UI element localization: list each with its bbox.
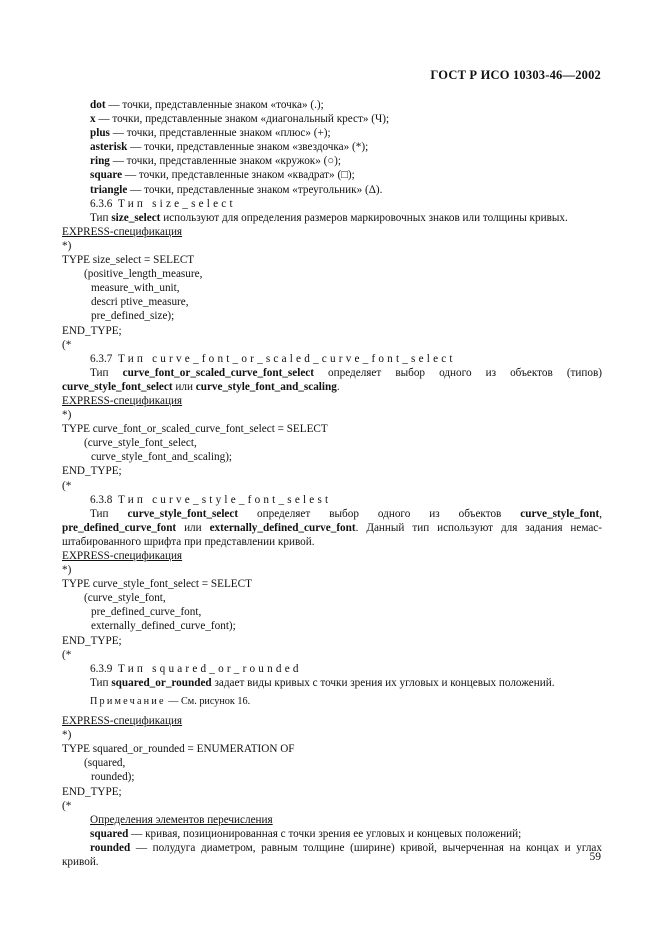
code-line: *)	[62, 239, 72, 252]
code-line: (*	[62, 648, 72, 661]
code-line: TYPE size_select = SELECT	[62, 254, 195, 267]
list-item: ring — точки, представленные знаком «кружок» (○);	[90, 155, 341, 168]
section-heading-6-3-9: 6.3.9 Тип squared_or_rounded	[90, 662, 302, 675]
code-line: (curve_style_font_select,	[84, 437, 197, 450]
section-heading-6-3-8: 6.3.8 Тип curve_style_font_selest	[90, 493, 332, 506]
code-line: (*	[62, 799, 72, 812]
code-line: *)	[62, 729, 72, 742]
code-line: *)	[62, 564, 72, 577]
standard-header: ГОСТ Р ИСО 10303-46—2002	[430, 68, 601, 82]
code-line: (positive_length_measure,	[84, 268, 203, 281]
code-line: *)	[62, 409, 72, 422]
list-item: squared — кривая, позиционированная с точки зрения ее угловых и концевых положений;	[90, 827, 522, 840]
code-line: pre_defined_size);	[91, 310, 175, 323]
note: Примечание — См. рисунок 16.	[90, 695, 251, 707]
section-heading-6-3-7: 6.3.7 Тип curve_font_or_scaled_curve_font_select	[90, 352, 456, 365]
express-spec-label: EXPRESS-спецификация	[62, 550, 183, 562]
code-line: END_TYPE;	[62, 324, 122, 337]
express-spec-label: EXPRESS-спецификация	[62, 225, 183, 238]
code-line: TYPE curve_style_font_select = SELECT	[62, 578, 252, 591]
list-item: asterisk — точки, представленные знаком «звездочка» (*);	[90, 141, 369, 154]
express-spec-label: EXPRESS-спецификация	[62, 394, 183, 407]
section-paragraph: Тип squared_or_rounded задает виды кривых с точки зрения их угловых и концевых положений.	[90, 676, 555, 689]
section-paragraph: Тип size_select используют для определения размеров маркировочных знаков или толщины кривых.	[90, 211, 568, 224]
list-item: dot — точки, представленные знаком «точка» (.);	[90, 99, 324, 111]
code-line: END_TYPE;	[62, 465, 122, 478]
page-number: 59	[589, 851, 601, 863]
list-item: rounded — полудуга диаметром, равным толщине (ширине) кривой, вычерченная на концах и углах кривой.	[62, 841, 602, 868]
section-paragraph: Тип curve_style_font_select определяет выбор одного из объектов curve_style_font, pre_defined_curve_font или externally_defined_curve_font. Данный тип используют для задания немас-штабированного шрифта при представлении кривой.	[62, 507, 602, 548]
code-line: END_TYPE;	[62, 634, 122, 647]
code-line: TYPE squared_or_rounded = ENUMERATION OF	[62, 743, 295, 756]
list-item: x — точки, представленные знаком «диагональный крест» (Ч);	[90, 113, 390, 126]
section-heading-6-3-6: 6.3.6 Тип size_select	[90, 197, 236, 210]
code-line: measure_with_unit,	[91, 282, 180, 295]
code-line: (squared,	[84, 757, 126, 770]
code-line: rounded);	[91, 771, 135, 784]
code-line: externally_defined_curve_font);	[91, 620, 236, 633]
code-line: END_TYPE;	[62, 785, 122, 798]
list-item: square — точки, представленные знаком «квадрат» (□);	[90, 169, 355, 182]
code-line: TYPE curve_font_or_scaled_curve_font_select = SELECT	[62, 423, 328, 436]
enum-heading: Определения элементов перечисления	[90, 813, 273, 826]
code-line: descri ptive_measure,	[91, 296, 189, 309]
list-item: triangle — точки, представленные знаком «треугольник» (Δ).	[90, 183, 383, 196]
code-line: curve_style_font_and_scaling);	[91, 451, 233, 464]
page-body	[62, 98, 602, 869]
express-spec-label: EXPRESS-спецификация	[62, 715, 183, 728]
code-line: (curve_style_font,	[84, 592, 166, 605]
code-line: pre_defined_curve_font,	[91, 606, 202, 619]
list-item: plus — точки, представленные знаком «плюс» (+);	[90, 127, 331, 140]
code-line: (*	[62, 338, 72, 351]
section-paragraph: Тип curve_font_or_scaled_curve_font_select определяет выбор одного из объектов (типов) curve_style_font_select или curve_style_font_and_scaling.	[62, 366, 603, 393]
code-line: (*	[62, 479, 72, 492]
